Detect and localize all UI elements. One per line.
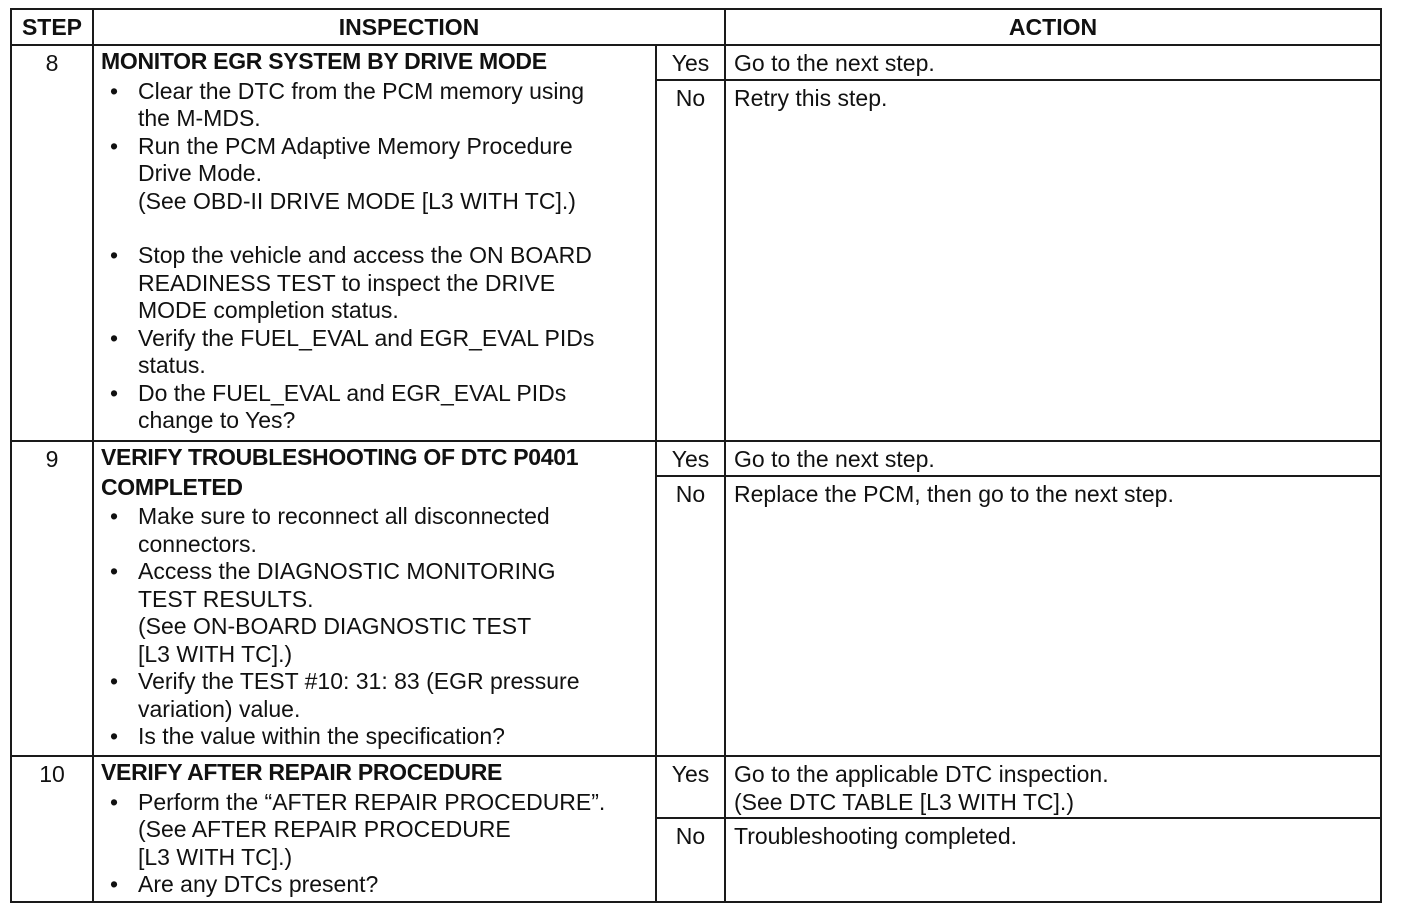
list-line: status.: [138, 352, 206, 378]
action-line: Retry this step.: [734, 85, 888, 111]
list-item: [101, 668, 649, 723]
action-line: Replace the PCM, then go to the next step.: [734, 481, 1174, 507]
list-line: • Is the value within the specification?: [138, 723, 505, 749]
yes-action: [725, 756, 1381, 818]
inspection-cell: [93, 756, 656, 902]
list-item: [101, 723, 649, 751]
list-item: [101, 503, 649, 558]
yes-action: [725, 441, 1381, 476]
action-line: Go to the next step.: [734, 446, 935, 472]
yes-label: Yes: [656, 45, 725, 80]
step-8-yes-row: [11, 45, 1381, 80]
list-item: [101, 325, 649, 380]
step-number: 9: [11, 441, 93, 756]
list-line: • Run the PCM Adaptive Memory Procedure: [138, 132, 573, 159]
inspection-title: VERIFY AFTER REPAIR PROCEDURE: [101, 759, 503, 785]
list-line: • Do the FUEL_EVAL and EGR_EVAL PIDs: [138, 379, 567, 406]
diagnostic-table: [10, 8, 1382, 903]
list-line: READINESS TEST to inspect the DRIVE: [138, 269, 556, 296]
list-line: (See ON-BOARD DIAGNOSTIC TEST: [138, 613, 532, 639]
no-action: [725, 80, 1381, 441]
no-label: No: [656, 476, 725, 756]
step-10-yes-row: [11, 756, 1381, 818]
header-step: STEP: [11, 9, 93, 45]
list-line: TEST RESULTS.: [138, 585, 314, 612]
list-item: [101, 78, 649, 133]
no-label: No: [656, 80, 725, 441]
list-line: (See OBD-II DRIVE MODE [L3 WITH TC].): [138, 187, 576, 214]
list-line: • Are any DTCs present?: [138, 871, 379, 897]
header-inspection: INSPECTION: [93, 9, 725, 45]
action-line: (See DTC TABLE [L3 WITH TC].): [734, 788, 1074, 815]
inspection-list: [101, 789, 649, 899]
title-line: VERIFY TROUBLESHOOTING OF DTC P0401: [101, 444, 579, 470]
step-9-yes-row: [11, 441, 1381, 476]
list-item: [101, 133, 649, 243]
list-line: • Verify the FUEL_EVAL and EGR_EVAL PIDs: [138, 324, 595, 351]
step-number: 10: [11, 756, 93, 902]
inspection-list: [101, 503, 649, 751]
list-line: [L3 WITH TC].): [138, 843, 293, 870]
inspection-cell: [93, 45, 656, 441]
list-line: • Make sure to reconnect all disconnected: [138, 503, 550, 529]
action-line: Go to the next step.: [734, 50, 935, 76]
list-item: [101, 558, 649, 668]
inspection-list: [101, 78, 649, 435]
list-item: [101, 789, 649, 872]
yes-label: Yes: [656, 756, 725, 818]
list-line: • Verify the TEST #10: 31: 83 (EGR pressure: [138, 668, 580, 694]
inspection-title: [101, 444, 649, 501]
list-line: (See AFTER REPAIR PROCEDURE: [138, 816, 511, 842]
header-action: ACTION: [725, 9, 1381, 45]
step-number: 8: [11, 45, 93, 441]
list-line: [L3 WITH TC].): [138, 640, 293, 667]
title-line: COMPLETED: [101, 473, 243, 500]
list-line: • Stop the vehicle and access the ON BOARD: [138, 242, 592, 268]
list-line: variation) value.: [138, 695, 301, 722]
list-line: • Clear the DTC from the PCM memory using: [138, 77, 585, 104]
list-line: connectors.: [138, 530, 257, 557]
no-action: [725, 818, 1381, 902]
list-line: Drive Mode.: [138, 160, 262, 186]
list-item: [101, 871, 649, 899]
inspection-cell: [93, 441, 656, 756]
list-line: MODE completion status.: [138, 297, 399, 323]
action-line: Troubleshooting completed.: [734, 823, 1018, 849]
no-action: [725, 476, 1381, 756]
header-row: [11, 9, 1381, 45]
list-line: the M-MDS.: [138, 105, 261, 131]
inspection-title: MONITOR EGR SYSTEM BY DRIVE MODE: [101, 48, 547, 74]
list-line: change to Yes?: [138, 407, 296, 433]
action-line: Go to the applicable DTC inspection.: [734, 761, 1109, 787]
no-label: No: [656, 818, 725, 902]
list-line: • Perform the “AFTER REPAIR PROCEDURE”.: [138, 788, 606, 815]
list-line: • Access the DIAGNOSTIC MONITORING: [138, 558, 556, 584]
list-item: [101, 380, 649, 435]
yes-label: Yes: [656, 441, 725, 476]
list-item: [101, 242, 649, 325]
yes-action: [725, 45, 1381, 80]
